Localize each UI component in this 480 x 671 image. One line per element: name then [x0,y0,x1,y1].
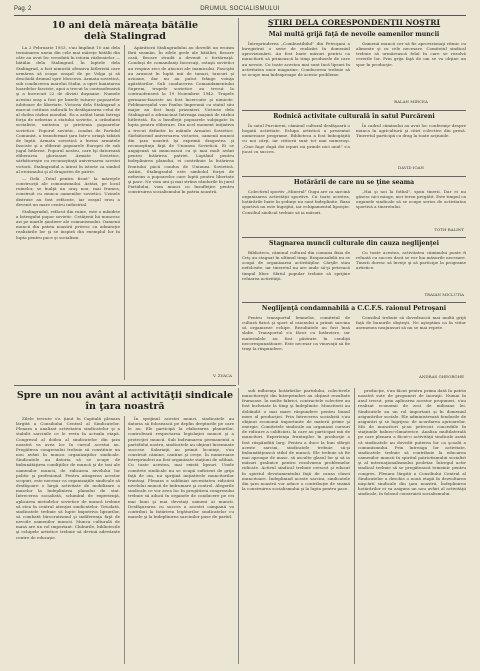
article2-col4-text: producţie, s'au făcut pentru prima dată în patria noastră sute de propuneri de inovaţii. Numai în anul trecut, prin aplicarea acestor propuneri, s'au realizat economii de zeci de milioane lei. Sindicatele au un rol important şi în domeniul asigurărilor sociale. Ele administrează fondurile de asigurări şi se îngrijesc de acordarea ajutoarelor. Mii de muncitori şi-au petrecut concediile în staţiunile balneo-climaterice. Analiza multilaterală pe care plenara a făcut-o activităţii sindicale arată că sindicatele au dovedit puterea lor ca şcoală a comunismului. Prin întreaga lor activitate, sindicatele trebuie să contribuie la educarea oamenilor muncii în spiritul patriotismului socialist şi al internaţionalismului proletar. Întregul activ sindical trebuie să se pregătească temeinic pentru congres. Plenara lărgită a Consiliului Central al Sindicatelor a deschis o nouă etapă în dezvoltarea mişcării sindicale din ţara noastră. Îndeplinirea hotărârilor ei va asigura un nou avânt al activităţii sindicale, în folosul construirii socialismului. [358,388,466,497]
news3-column-1 [242,189,350,233]
correspondents-section-title: ŞTIRI DELA CORESPONDENŢII NOŞTRI [267,18,441,27]
article1-signature: V. ZVACA [213,373,232,378]
news5-column-1 [242,315,350,381]
news-rule [242,110,466,111]
news4-signature: TRAIAN MICLUTIA [424,292,464,297]
news3-col2-text: „Hai şi noi la fotbal”, spun tinerii. Dar ei nu găsesc nici minge, nici teren pregătit. Este timpul ca organele sindicale să se ocupe serios de activitatea sportivă a tineretului. [356,189,466,210]
news2-column-2 [356,123,466,163]
news4-column-1 [242,250,350,300]
page-column-divider [238,18,239,385]
article1-title-line2: delà Stalingrad [84,31,166,42]
news-rule [242,237,466,238]
article2-column-2 [128,416,234,664]
news1-title: Mai multă grijă faţă de nevoile oamenilor muncii [268,31,440,38]
article2-column-3 [242,388,350,664]
article2-title-line2: în ţara noastră [85,401,165,412]
article1-col2-text: Apărătorii Stalingradului au dovedit un eroism fără seamăn. În zilele grele ale bătăliei, fiecare casă, fiecare stradă a devenit o fortăreaţă. Conduşi de comandanţi încercaţi, ostaşii sovietici au respins zeci de atacuri ale inamicului. Fasciştii au aruncat în luptă mii de tunuri, tancuri şi avioane, dar nu au putut frânge voinţa apărătorilor. Sub conducerea Comandamentului Suprem, trupele sovietice au trecut la contraofensivă la 19 Noiembrie 1942. Trupele germano-fasciste au fost încercuite şi nimicite. Feldmareşalul von Paulus împreună cu statul său major au fost luaţi prizonieri. Victoria dela Stalingrad a zdruncinat întreaga maşină de război hitleristă. Ea a însufleţit popoarele subjugate în lupta pentru eliberare. Din acel moment iniţiativa a trecut definitiv în mâinile Armatei Sovietice. Sărbătorind aniversarea victoriei, oamenii muncii din ţara noastră îşi exprimă dragostea şi recunoştinţa faţă de Uniunea Sovietică. Ei se angajează să muncească cu şi mai mult avânt pentru întărirea patriei. Luptând pentru îndeplinirea planului, ei contribuie la întărirea frontului păcii condus de Uniunea Sovietică. Astăzi, Stalingradul este simbolul forţei de neînvins a popoarelor care luptă pentru libertate şi pace. Ne vom uni şi mai strâns rândurile în jurul Partidului, vom munci cu însufleţire pentru construirea socialismului în patria noastră. [128,45,234,195]
news5-column-2 [356,315,466,371]
news1-column-2 [356,41,466,97]
section-rule [14,385,236,386]
news3-title: Hotărârii de care nu se ţine seama [293,179,415,186]
article2-title-line1: Spre un nou avânt al activităţii sindicale [16,390,234,401]
news1-signature: BALAN MIRCEA [394,99,428,104]
news5-signature: ANDRAS GHEORGHE [418,374,464,379]
article2-col1-text: Zilele trecute s'a ţinut în Capitală plenara lărgită a Consiliului Central al Sindicatelor. Plenara a analizat activitatea sindicatelor şi a stabilit sarcinile ce le revin în actuala etapă. Congresul al doilea al sindicatelor din ţara noastră va avea loc în cursul acestui an. Pregătirea congresului trebuie să constituie un nou avânt în munca organizaţiilor sindicale. Sindicatele au datoria să se ocupe de îmbunătăţirea condiţiilor de muncă şi de trai ale oamenilor muncii, de ridicarea nivelului lor politic şi profesional. Pentru atingerea acestor scopuri, este necesar ca organizaţiile sindicale să desfăşoare o largă activitate de mobilizare a maselor la îndeplinirea planului de stat. Întrecerea socialistă, schimbul de experienţă, aplicarea metodelor sovietice de muncă trebuie să stea în centrul atenţiei sindicatelor. Totodată, sindicatele trebuie să lupte împotriva lipsurilor, să combată birocratismul şi indiferenţa faţă de nevoile oamenilor muncii. Munca culturală de masă are un rol important. Cluburile, bibliotecile şi echipele artistice trebuie să devină adevărate centre de educaţie. [16,416,120,540]
news4-title: Stagnarea muncii culturale din cauza neglijenţei [269,240,439,247]
news3-signature: TOTH BALINT [434,227,464,232]
column-divider [124,416,125,664]
article1-title-line1: 10 ani delà măreața bătălie [51,20,199,31]
news4-col2-text: Cu toate acestea, activitatea căminului poate fi reluată cu succes dacă se vor lua măsurile necesare. Tinerii doresc să înveţe şi să participe la programe artistice. [356,250,466,271]
article1-title [16,20,234,42]
column-divider [124,45,125,380]
news2-column-1 [242,123,350,173]
news2-signature: DAVID IOAN [397,165,425,170]
news2-col2-text: În cadrul căminului au avut loc conferinţe despre munca în agricultură şi citiri colective din presă. Tineretul participă cu drag la toate acţiunile. [356,123,466,139]
news-rule [242,176,466,177]
news-rule [242,302,466,303]
news2-title: Rodnică activitate culturală în satul Purcăreni [273,113,435,120]
news3-column-2 [356,189,466,225]
news1-col2-text: Oamenii muncii cer să fie aprovizionaţi ritmic cu alimente şi cu cele necesare. Comitetul sindical trebuie să urmărească felul în care se rezolvă cererile lor. Prin grija faţă de om se va obţine un spor în producţie. [356,41,466,67]
news4-column-2 [356,250,466,290]
news5-col2-text: Consiliul trebuie să dovedească mai multă grijă faţă de bunurile obşteşti. Ne aşteptăm ca în viitor asemenea neajunsuri să nu se mai repete. [356,315,466,331]
header-rule [14,15,466,16]
column-divider [238,388,239,664]
article2-column-4 [358,388,466,664]
article2-col2-text: În sprijinul acestei munci, sindicatele au datoria să folosească pe deplin drepturile pe care le au. Ele participă la elaborarea planurilor, controlează respectarea legislaţiei muncii şi a protecţiei muncii. Sub îndrumarea permanentă a partidului nostru, sindicatele au obţinut însemnate succese. Salariaţii au primit locuinţe, s'au construit cămine, cantine şi creşe. În numeroase întreprinderi au fost organizate staţiuni de odihnă. Cu toate acestea, mai există lipsuri. Unele comitete sindicale nu se ocupă suficient de grija faţă de om, nu sprijină iniţiativele muncitorilor fruntaşi. Plenara a subliniat necesitatea ridicării nivelului muncii de îndrumare şi control. Alegerile sindicale ce vor avea loc în pregătirea congresului trebuie să aducă în organele de conducere pe cei mai buni şi mai devotaţi oameni ai muncii. Desfăşurarea cu succes a acestei campanii va contribui la întărirea legăturilor sindicatelor cu masele şi la îndeplinirea sarcinilor puse de partid. [128,416,234,519]
news3-col1-text: Colectivul sportiv „Minerul” Gugu are ca sarcină organizarea activităţii sportive. Cu toate acestea, hotărârile luate în şedinţe nu sunt îndeplinite. Baza sportivă nu este îngrijită, iar echipamentul lipseşte. Consiliul sindical trebuie să ia măsuri. [242,189,350,215]
news4-col1-text: Biblioteca, căminul cultural din comuna Baia de Criş au stagnat în ultimul timp. Responsabilii nu se ocupă de organizarea activităţilor. Cărţile stau nefolosite, iar tineretul nu are unde să-şi petreacă timpul liber. Sfatul popular trebuie să sprijine reluarea activităţii. [242,250,350,281]
page-header [14,5,466,15]
news5-col1-text: Pentru transportul lemnelor, comitetul de cultură fizică şi sport al raionului a primit sarcina să organizeze echipe. Rezultatele au fost însă slabe. Transportul s'a făcut cu întârziere, iar materialele au fost păstrate în condiţii necorespunzătoare. Este necesar ca vinovaţii să fie traşi la răspundere. [242,315,350,351]
column-divider [354,388,355,664]
news1-col1-text: Întreprinderea „Combustibilul” din Petroşani a înregistrat o serie de realizări în domeniul aprovizionării. Au fost luate măsuri pentru ca muncitorii să primească la timp produsele de care au nevoie. Cu toate acestea mai sunt încă lipsuri în activitatea unor magazine. Conducerea trebuie să se ocupe mai îndeaproape de aceste probleme. [242,41,350,77]
article1-col1-text: La 2 Februarie 1953, s'au împlinit 10 ani dela terminarea uneia din cele mai măreţe bătălii din câte au avut loc vreodată în istoria războaielor — bătălia dela Stalingrad. În luptele dela Stalingrad, a fost nimicită ofensiva hitleristă care urmărea să ocupe oraşul de pe Volga şi să deschidă drumul spre Moscova. Armata sovietică, sub conducerea marelui Stalin, a oprit înaintarea hoardelor fasciste, apoi a trecut la contraofensivă şi a încercuit 22 de divizii duşmane. Numele acestui oraş a fost pe buzele tuturor popoarelor iubitoare de libertate. Victoria dela Stalingrad a marcat cotitura radicală în desfăşurarea celui de al doilea război mondial. Ea a arătat lumii întregi forţa de neînvins a statului sovietic, a orânduirii socialiste, unitatea şi prietenia popoarelor sovietice. Poporul sovietic, condus de Partidul Comunist, a transformat ţara într-o uriaşă tabără de luptă. Armata sovietică a învins armatele fasciste şi a eliberat popoarele Europei de sub jugul hitlerist. Poporul nostru, care îşi datorează eliberarea glorioasei Armate Sovietice, sărbătoreşte cu recunoştinţă aniversarea acestei victorii. Stalingradul a intrat în istorie ca simbol al eroismului şi al dragostei de patrie. [16,45,120,174]
article1-col1b-text: — Delà „Totul pentru front” la măreţele construcţii ale comunismului. Astăzi, pe locul ruinelor, se înalţă un oraş nou, mai frumos, construit cu munca oamenilor sovietici. Uzinele distruse au fost refăcute, iar oraşul erou a devenit un mare centru industrial. [16,175,120,207]
news2-col1-text: În satul Purcăreni, căminul cultural desfăşoară o bogată activitate. Echipa artistică a prezentat numeroase programe. Biblioteca a fost îmbogăţită cu noi cărţi, iar cititorii sunt tot mai numeroşi. „Cine fuge după doi iepuri nu prinde nici unul” s'a jucat cu succes. [242,123,350,154]
article1-column-1 [16,45,120,380]
page-number: Pag. 2 [14,6,32,12]
news5-title: Neglijenţă condamnabilă a C.C.F.S. raionul Petroşani [261,305,447,312]
article1-col1c-text: Stalingradul, refăcut din ruine, este o mândrie a întregului popor sovietic. Cetăţenii lui muncesc azi pe marile şantiere ale comunismului. Oamenii muncii din patria noastră privesc cu admiraţie realizările lor şi se inspiră din exemplul lor în lupta pentru pace şi socialism. [16,208,120,240]
news1-column-1 [242,41,350,107]
masthead: DRUMUL SOCIALISMULUI [200,6,280,12]
article1-column-2 [128,45,234,374]
article2-title [16,390,234,412]
article2-column-1 [16,416,120,664]
article2-col3-text: sub influenţa hotărârilor partidului, colectivele muncitoreşti din întreprinderi au obţinut rezultate frumoase. În multe fabrici, contractele colective au fost încheiate la timp şi îndeplinite. Muncitorii au dobândit o mai mare răspundere pentru bunul mers al producţiei. Prin întrecerea socialistă s'au obţinut economii importante de materii prime şi energie. Comitetele sindicale au organizat cursuri de ridicare a calificării, la care au participat mii de muncitori. Experienţa fruntaşilor în producţie a fost răspândită larg. Pentru a duce la bun sfârşit aceste sarcini, sindicatele trebuie să-şi îmbunătăţească stilul de muncă. Ele trebuie să fie mai aproape de mase, să asculte glasul lor şi să ia măsuri grabnice pentru rezolvarea problemelor ridicate. Activul sindical trebuie crescut şi educat în spiritul devotamentului faţă de cauza clasei muncitoare. Îndeplinind aceste sarcini, sindicatele din ţara noastră vor aduce o contribuţie de seamă la construirea socialismului şi la lupta pentru pace. [242,388,350,491]
